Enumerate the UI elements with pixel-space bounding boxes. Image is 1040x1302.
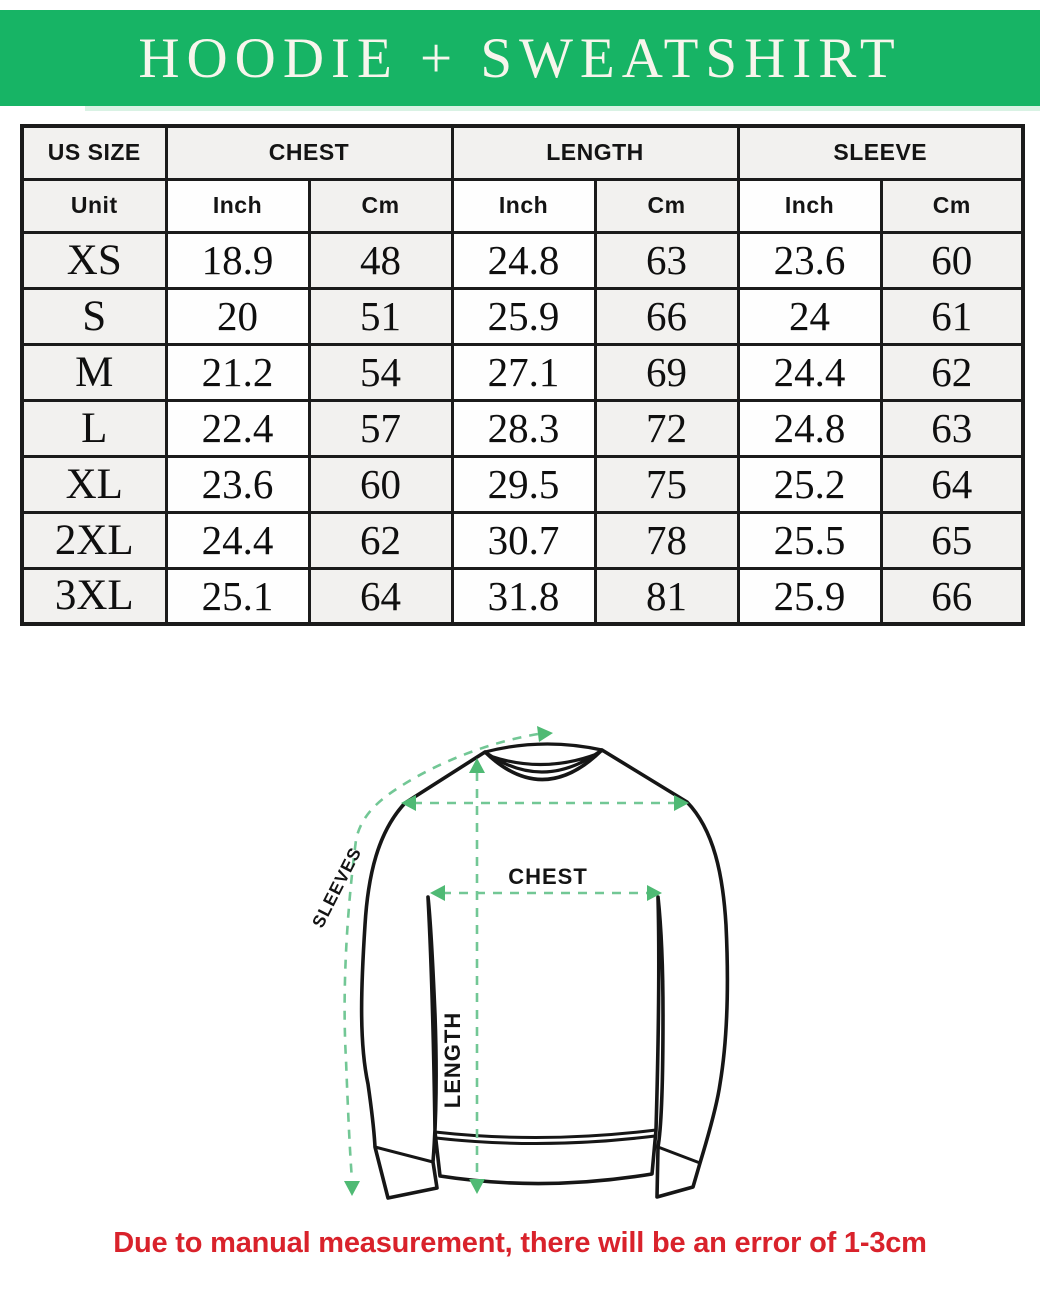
table-row [22,288,1023,344]
value-cell: 64 [309,568,452,624]
banner-bottom-strip [85,106,1040,111]
value-cell: 66 [881,568,1023,624]
header-sleeve: SLEEVE [738,126,1023,179]
value-cell: 21.2 [166,344,309,400]
value-cell: 24.8 [738,400,881,456]
sleeves-label: SLEEVES [307,843,366,931]
value-cell: 57 [309,400,452,456]
unit-length-inch: Inch [452,179,595,232]
size-label: S [22,288,166,344]
value-cell: 18.9 [166,232,309,288]
value-cell: 75 [595,456,738,512]
value-cell: 63 [595,232,738,288]
value-cell: 48 [309,232,452,288]
header-length: LENGTH [452,126,738,179]
table-row [22,344,1023,400]
value-cell: 81 [595,568,738,624]
value-cell: 25.9 [738,568,881,624]
value-cell: 29.5 [452,456,595,512]
table-row [22,400,1023,456]
value-cell: 63 [881,400,1023,456]
unit-sleeve-inch: Inch [738,179,881,232]
value-cell: 60 [881,232,1023,288]
table-row [22,512,1023,568]
header-chest: CHEST [166,126,452,179]
sweatshirt-outline [362,750,728,1198]
unit-length-cm: Cm [595,179,738,232]
value-cell: 25.2 [738,456,881,512]
value-cell: 23.6 [166,456,309,512]
size-chart-table [20,124,1025,626]
length-label: LENGTH [440,1011,465,1109]
value-cell: 28.3 [452,400,595,456]
value-cell: 62 [881,344,1023,400]
value-cell: 25.9 [452,288,595,344]
value-cell: 22.4 [166,400,309,456]
table-row [22,456,1023,512]
table-row [22,568,1023,624]
value-cell: 69 [595,344,738,400]
value-cell: 24.4 [166,512,309,568]
value-cell: 27.1 [452,344,595,400]
sleeves-arrow-top-icon [537,726,553,742]
unit-chest-inch: Inch [166,179,309,232]
unit-label: Unit [22,179,166,232]
sweatshirt-measurement-diagram [290,700,810,1220]
table-header-row [22,126,1023,179]
value-cell: 54 [309,344,452,400]
value-cell: 65 [881,512,1023,568]
value-cell: 23.6 [738,232,881,288]
page-title: HOODIE + SWEATSHIRT [138,26,902,90]
value-cell: 24 [738,288,881,344]
value-cell: 25.1 [166,568,309,624]
value-cell: 72 [595,400,738,456]
value-cell: 30.7 [452,512,595,568]
unit-chest-cm: Cm [309,179,452,232]
header-us-size: US SIZE [22,126,166,179]
value-cell: 20 [166,288,309,344]
measurement-disclaimer: Due to manual measurement, there will be an error of 1-3cm [113,1227,927,1259]
value-cell: 60 [309,456,452,512]
size-label: XL [22,456,166,512]
value-cell: 62 [309,512,452,568]
size-label: M [22,344,166,400]
value-cell: 51 [309,288,452,344]
chest-label: CHEST [508,864,588,889]
value-cell: 31.8 [452,568,595,624]
size-table-body [22,232,1023,624]
value-cell: 64 [881,456,1023,512]
sleeves-arrow-bottom-icon [344,1181,360,1196]
value-cell: 24.4 [738,344,881,400]
title-banner [0,10,1040,106]
value-cell: 25.5 [738,512,881,568]
size-label: 3XL [22,568,166,624]
size-label: L [22,400,166,456]
table-unit-row [22,179,1023,232]
unit-sleeve-cm: Cm [881,179,1023,232]
length-arrow-down-icon [469,1179,485,1194]
size-label: 2XL [22,512,166,568]
value-cell: 78 [595,512,738,568]
value-cell: 61 [881,288,1023,344]
value-cell: 66 [595,288,738,344]
value-cell: 24.8 [452,232,595,288]
table-row [22,232,1023,288]
size-label: XS [22,232,166,288]
